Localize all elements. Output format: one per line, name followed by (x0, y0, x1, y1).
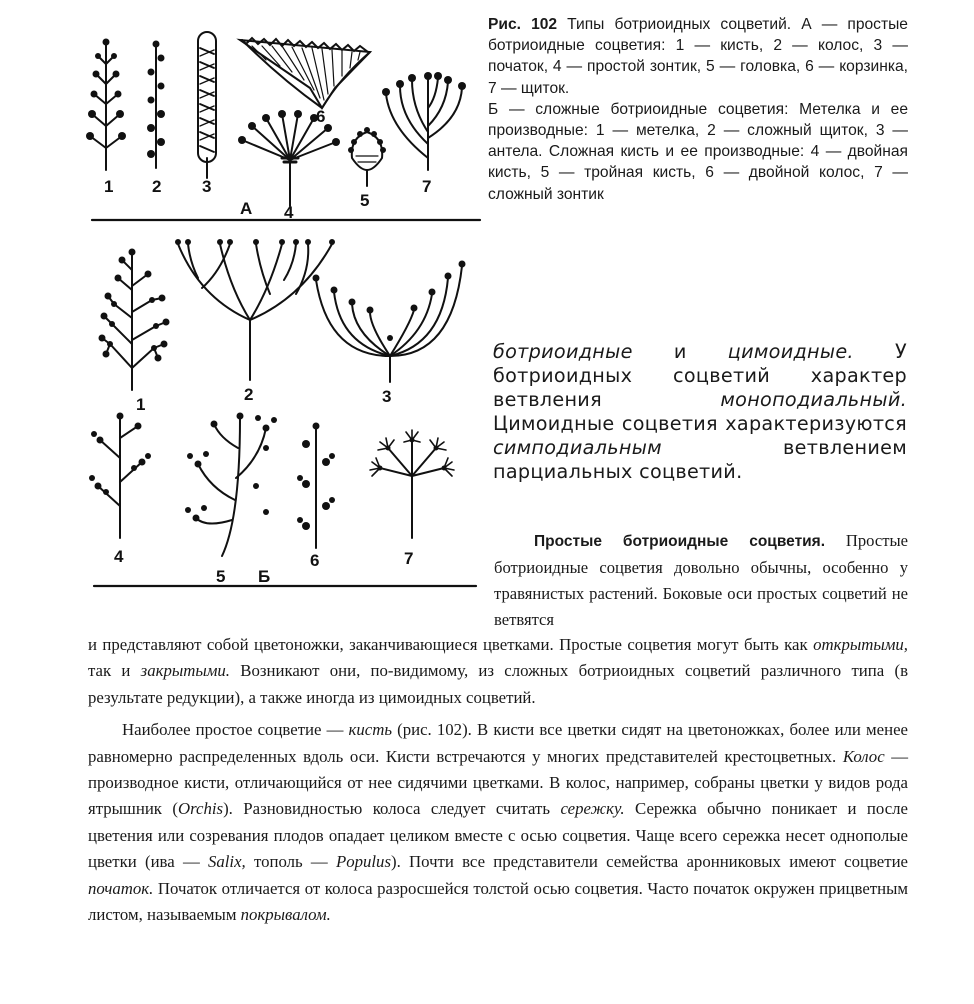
a-number-2: 2 (152, 177, 162, 196)
p2-a: Наиболее простое соцветие — (122, 720, 349, 740)
term-spike: Колос (842, 746, 885, 766)
b-number-1: 1 (136, 395, 146, 414)
b7-compound-umbel-drawing (370, 430, 454, 538)
b-number-6: 6 (310, 551, 320, 570)
b-number-7: 7 (404, 549, 414, 568)
p2-k: тополь — (245, 852, 336, 872)
body-paragraph-2 (88, 717, 908, 928)
term-spathe: покрывалом. (240, 905, 331, 925)
a7-corymb-drawing (382, 72, 466, 170)
a-number-1: 1 (104, 177, 114, 196)
p2-e: — производное кисти, отличающийся от нее сидячими цветками. В колос, например, собраны цветки у видов рода ятрышник ( (88, 746, 908, 819)
a-number-3: 3 (202, 177, 212, 196)
term-closed: закрытыми. (140, 661, 230, 681)
body-text (88, 632, 908, 928)
side-text-6: Цимоидные соцветия характеризуются (493, 412, 907, 435)
a2-spike-drawing (147, 41, 165, 169)
section-heading: Простые ботриоидные соцветия. (534, 533, 826, 550)
b4-double-raceme-drawing (89, 413, 151, 539)
a1-raceme-drawing (86, 39, 126, 171)
group-b-label: Б (258, 567, 271, 586)
section-intro (494, 528, 908, 633)
side-text-2: и (632, 340, 728, 363)
figure-102 (70, 8, 490, 598)
inflorescence-drawings (70, 8, 490, 598)
section-intro-text: Простые ботриоидные соцветия довольно обычны, особенно у травянистых растений. Боковые оси простых соцветий не ветвятся (494, 531, 908, 629)
p2-c: (рис. 102). В кисти все цветки сидят на цветоножках, более или менее равномерно распределенных вдоль оси. Кисти встречаются у многих представителей крестоцветных. (88, 720, 908, 766)
p1-e: Возникают они, по-видимому, из сложных ботриоидных соцветий различного типа (в результате редукции), а также иногда из цимоидных соцветий. (88, 661, 908, 707)
caption-title: Рис. 102 (488, 16, 558, 33)
term-open: открытыми, (813, 635, 908, 654)
caption-title-rest: Типы ботриоидных соцветий. (567, 16, 792, 33)
p1-a: и представляют собой цветоножки, заканчивающиеся цветками. Простые соцветия могут быть как (88, 635, 814, 654)
term-cymoid: цимоидные. (727, 340, 854, 363)
term-botryoid: ботриоидные (493, 340, 633, 363)
a3-spadix-drawing (198, 32, 216, 178)
caption-part-b: Б — сложные ботриоидные соцветия: Метелка и ее производные: 1 — метелка, 2 — сложный щиток, 3 — антела. Сложная кисть и ее производные: 4 — двойная кисть, 5 — тройная кисть, 6 — двойной колос, 7 — сложный зонтик (488, 100, 908, 203)
b3-anthela-drawing (313, 261, 466, 383)
a-number-4: 4 (284, 203, 294, 222)
side-text-8: ветвлением парциальных соцветий. (493, 436, 907, 483)
group-a-label: А (240, 199, 253, 218)
b-number-5: 5 (216, 567, 226, 586)
p1-c: так и (88, 661, 141, 681)
term-raceme: кисть (348, 720, 392, 740)
term-orchis: Orchis (178, 799, 224, 819)
b6-double-spike-drawing (297, 423, 335, 549)
term-sympodial: симподиальным (493, 436, 662, 459)
term-populus: Populus (335, 852, 391, 872)
b-number-2: 2 (244, 385, 254, 404)
figure-caption (488, 14, 908, 205)
p2-g: ). Разновидностью колоса следует считать (223, 799, 561, 819)
caption-part-a-text: А — простые ботриоидные соцветия: 1 — кисть, 2 — колос, 3 — початок, 4 — простой зонтик, 5 — головка, 6 — корзинка, 7 — щиток. (488, 16, 908, 97)
a6-calathidium-drawing (240, 38, 370, 108)
p2-m: ). Почти все представители семейства аронниковых имеют соцветие (390, 852, 908, 872)
b1-panicle-drawing (99, 249, 170, 391)
term-spadix: початок. (88, 878, 154, 898)
term-monopodial: моноподиальный. (720, 388, 907, 411)
caption-part-a (488, 14, 908, 99)
b-number-3: 3 (382, 387, 392, 406)
a5-head-drawing (348, 127, 386, 186)
a-number-7: 7 (422, 177, 432, 196)
term-salix: Salix, (207, 852, 246, 872)
b-number-4: 4 (114, 547, 124, 566)
body-paragraph-1 (88, 632, 908, 711)
term-catkin: сережку. (560, 799, 625, 819)
side-text-4: У ботриоидных соцветий характер ветвления (493, 340, 907, 411)
b5-triple-raceme-drawing (185, 413, 277, 557)
a-number-6: 6 (316, 107, 326, 126)
p2-i: Сережка обычно поникает и после цветения или созревания плодов опадает целиком вместе с осью соцветия. Чаще всего сережка несет однополые цветки (ива — (88, 799, 908, 872)
a-number-5: 5 (360, 191, 370, 210)
p2-o: Початок отличается от колоса разросшейся толстой осью соцветия. Часто початок окружен прицветным листом, называемым (88, 878, 908, 925)
side-paragraph (493, 340, 907, 484)
b2-compound-corymb-drawing (175, 239, 335, 380)
